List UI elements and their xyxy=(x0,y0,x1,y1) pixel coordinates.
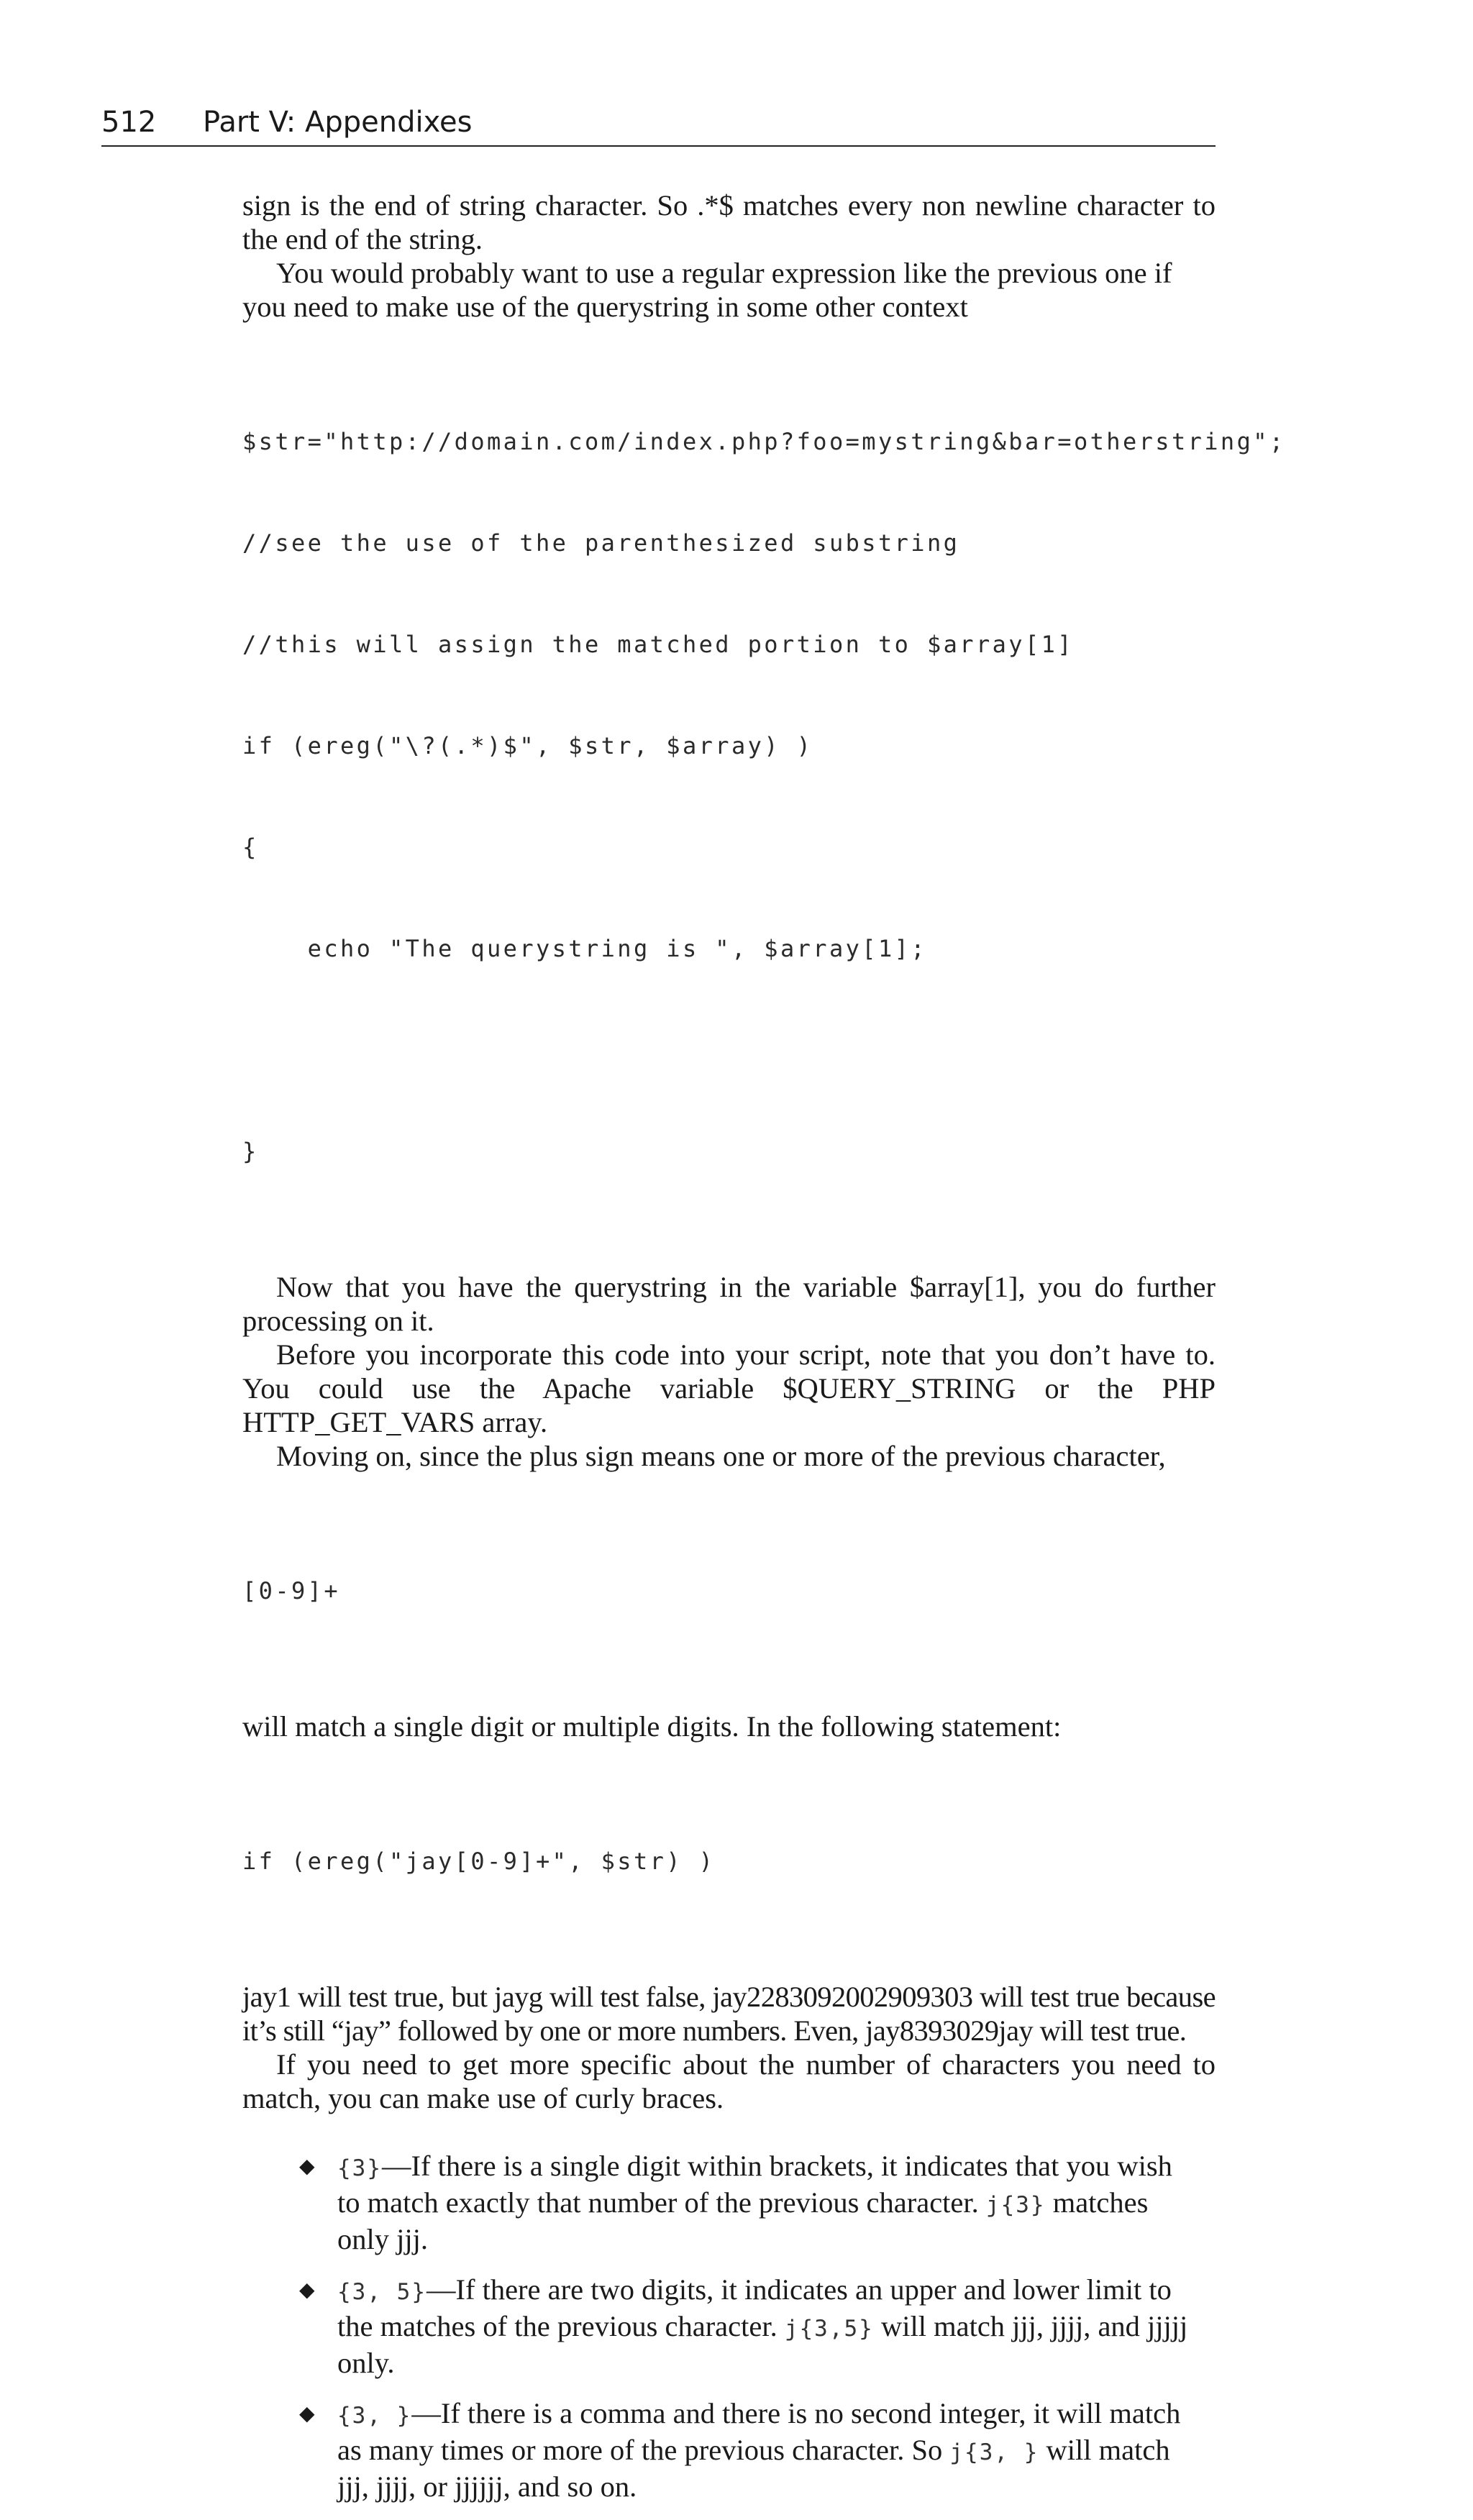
list-item-text: will match jjj, jjjj, or jjjjjj, and so on. xyxy=(337,2434,1170,2503)
paragraph-top-2: You would probably want to use a regular expression like the previous one if you need to make use of the querystring in some other context xyxy=(242,257,1172,323)
code-block-querystring xyxy=(242,357,1286,1236)
code-line: { xyxy=(242,834,259,861)
paragraph-mid-2: Before you incorporate this code into your script, note that you don’t have to. You could use the Apache variable $QUERY_STRING or the PHP HTTP_GET_VARS array. xyxy=(242,1338,1216,1438)
diamond-bullet-icon: ◆ xyxy=(299,2278,315,2301)
code-line: $str="http://domain.com/index.php?foo=mystring&bar=otherstring"; xyxy=(242,428,1286,455)
paragraph-low-1: jay1 will test true, but jayg will test false, jay2283092002909303 will test true because it’s still “jay” followed by one or more numbers. Even, jay8393029jay will test true. xyxy=(242,1981,1216,2047)
code-term: {3, 5} xyxy=(337,2279,427,2305)
code-line: [0-9]+ xyxy=(242,1577,340,1604)
running-header xyxy=(101,99,1216,147)
paragraph-mid-3: Moving on, since the plus sign means one or more of the previous character, xyxy=(276,1440,1166,1472)
list-item-text: —If there is a single digit within brackets, it indicates that you wish to match exactly that number of the previous character. xyxy=(337,2150,1172,2219)
list-item-text: will match jjj, jjjj, and jjjjj only. xyxy=(337,2310,1188,2379)
list-item-text: matches only jjj. xyxy=(337,2186,1149,2255)
code-line xyxy=(242,1033,1216,1067)
code-term: {3} xyxy=(337,2155,382,2181)
diamond-bullet-icon: ◆ xyxy=(299,2154,315,2178)
list-item-text: —If there are two digits, it indicates an upper and lower limit to the matches of the previous character. xyxy=(337,2273,1172,2342)
list-item-text: —If there is a comma and there is no second integer, it will match as many times or more of the previous character. So xyxy=(337,2397,1181,2466)
list-item xyxy=(242,2149,1193,2256)
page-body xyxy=(242,188,1286,2520)
code-line: } xyxy=(242,1138,259,1165)
code-line: if (ereg("\?(.*)$", $str, $array) ) xyxy=(242,732,813,759)
paragraph-mid-4: will match a single digit or multiple digits. In the following statement: xyxy=(242,1710,1062,1743)
paragraph-mid-1: Now that you have the querystring in the variable $array[1], you do further processing on it. xyxy=(242,1271,1216,1337)
code-block-ereg-jay xyxy=(242,1777,1216,1946)
paragraph-low-2: If you need to get more specific about the number of characters you need to match, you can make use of curly braces. xyxy=(242,2048,1216,2114)
code-line: //this will assign the matched portion to $array[1] xyxy=(242,631,1074,658)
code-block-digit-class xyxy=(242,1507,1216,1676)
code-inline: j{3,5} xyxy=(784,2316,874,2342)
section-title: Part V: Appendixes xyxy=(203,106,473,139)
diamond-bullet-icon: ◆ xyxy=(299,2401,315,2425)
list-item xyxy=(242,2396,1193,2503)
code-line: if (ereg("jay[0-9]+", $str) ) xyxy=(242,1848,716,1875)
code-inline: j{3, } xyxy=(949,2439,1039,2465)
code-term: {3, } xyxy=(337,2403,412,2429)
page-number: 512 xyxy=(101,106,157,139)
code-line: //see the use of the parenthesized substring xyxy=(242,529,960,557)
paragraph-top-1: sign is the end of string character. So .*$ matches every non newline character to the end of the string. xyxy=(242,189,1216,255)
curly-brace-list xyxy=(242,2149,1216,2503)
code-inline: j{3} xyxy=(985,2192,1046,2218)
list-item xyxy=(242,2273,1193,2380)
code-line: echo "The querystring is ", $array[1]; xyxy=(242,935,927,962)
